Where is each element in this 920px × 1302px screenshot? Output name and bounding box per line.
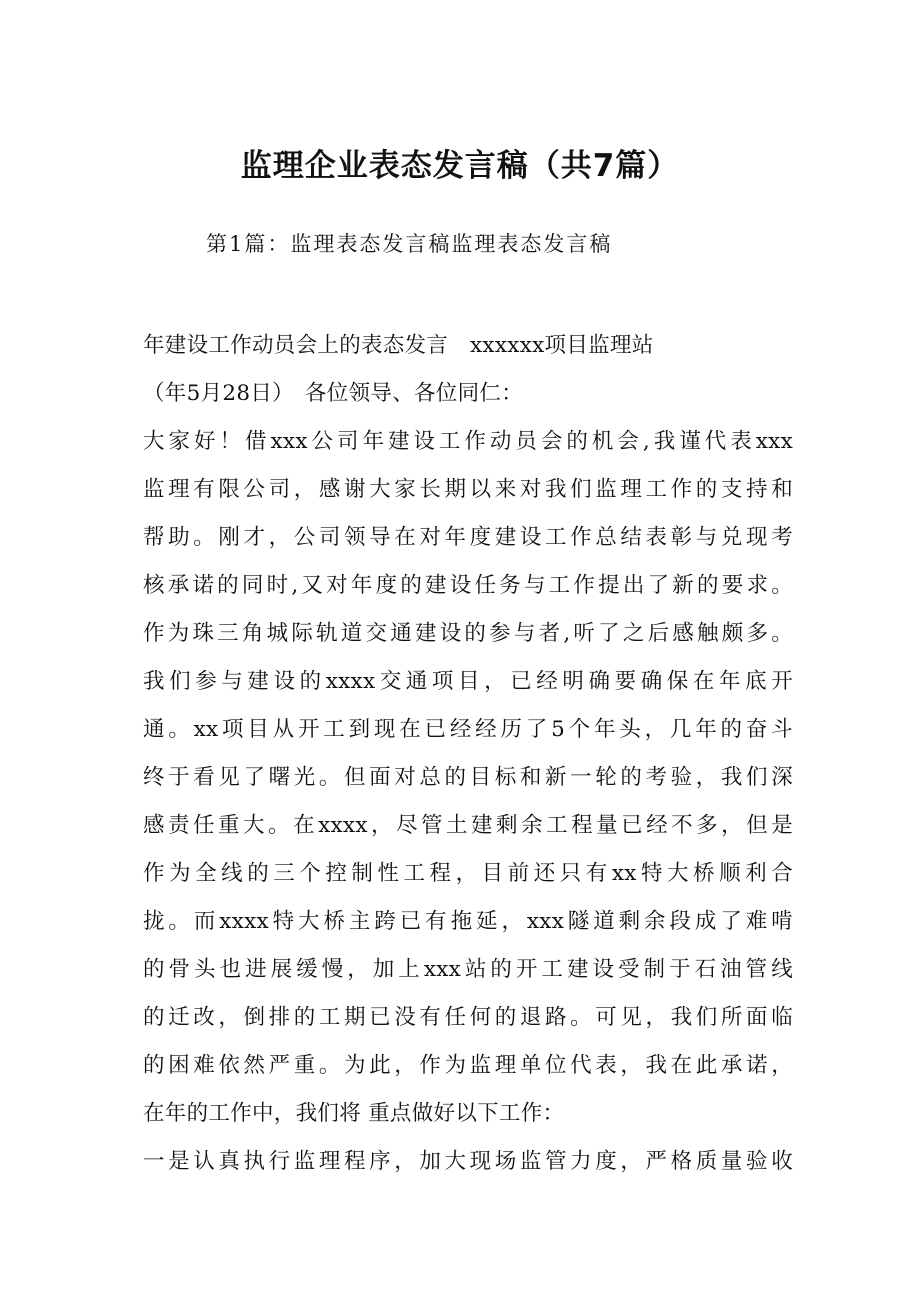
body-line: 通。xx项目从开工到现在已经经历了5个年头，几年的奋斗: [143, 717, 793, 742]
body-line: 年建设工作动员会上的表态发言 xxxxxx项目监理站: [143, 333, 654, 358]
body-line: 在年的工作中，我们将 重点做好以下工作：: [143, 1101, 565, 1126]
body-line: 帮助。刚才，公司领导在对年度建设工作总结表彰与兑现考: [143, 525, 793, 550]
body-line: 的迁改，倒排的工期已没有任何的退路。可见，我们所面临: [143, 1005, 793, 1030]
body-line: 一是认真执行监理程序，加大现场监管力度，严格质量验收: [143, 1149, 793, 1174]
body-line: （年5月28日） 各位领导、各位同仁：: [143, 381, 523, 406]
body-line: 大家好！借xxx公司年建设工作动员会的机会,我谨代表xxx: [143, 429, 793, 454]
document-title: 监理企业表态发言稿（共7篇）: [240, 148, 680, 184]
body-line: 监理有限公司，感谢大家长期以来对我们监理工作的支持和: [143, 477, 793, 502]
body-line: 感责任重大。在xxxx，尽管土建剩余工程量已经不多，但是: [143, 813, 793, 838]
document-body: [143, 322, 803, 1186]
body-line: 的困难依然严重。为此，作为监理单位代表，我在此承诺，: [143, 1053, 793, 1078]
document-subtitle: 第1篇：监理表态发言稿监理表态发言稿: [206, 232, 613, 256]
body-line: 作为珠三角城际轨道交通建设的参与者,听了之后感触颇多。: [143, 621, 793, 646]
body-line: 作为全线的三个控制性工程，目前还只有xx特大桥顺利合: [143, 861, 793, 886]
body-line: 我们参与建设的xxxx交通项目，已经明确要确保在年底开: [143, 669, 793, 694]
body-line: 终于看见了曙光。但面对总的目标和新一轮的考验，我们深: [143, 765, 793, 790]
body-line: 核承诺的同时,又对年度的建设任务与工作提出了新的要求。: [143, 573, 793, 598]
body-line: 的骨头也进展缓慢，加上xxx站的开工建设受制于石油管线: [143, 957, 793, 982]
body-line: 拢。而xxxx特大桥主跨已有拖延，xxx隧道剩余段成了难啃: [143, 909, 793, 934]
